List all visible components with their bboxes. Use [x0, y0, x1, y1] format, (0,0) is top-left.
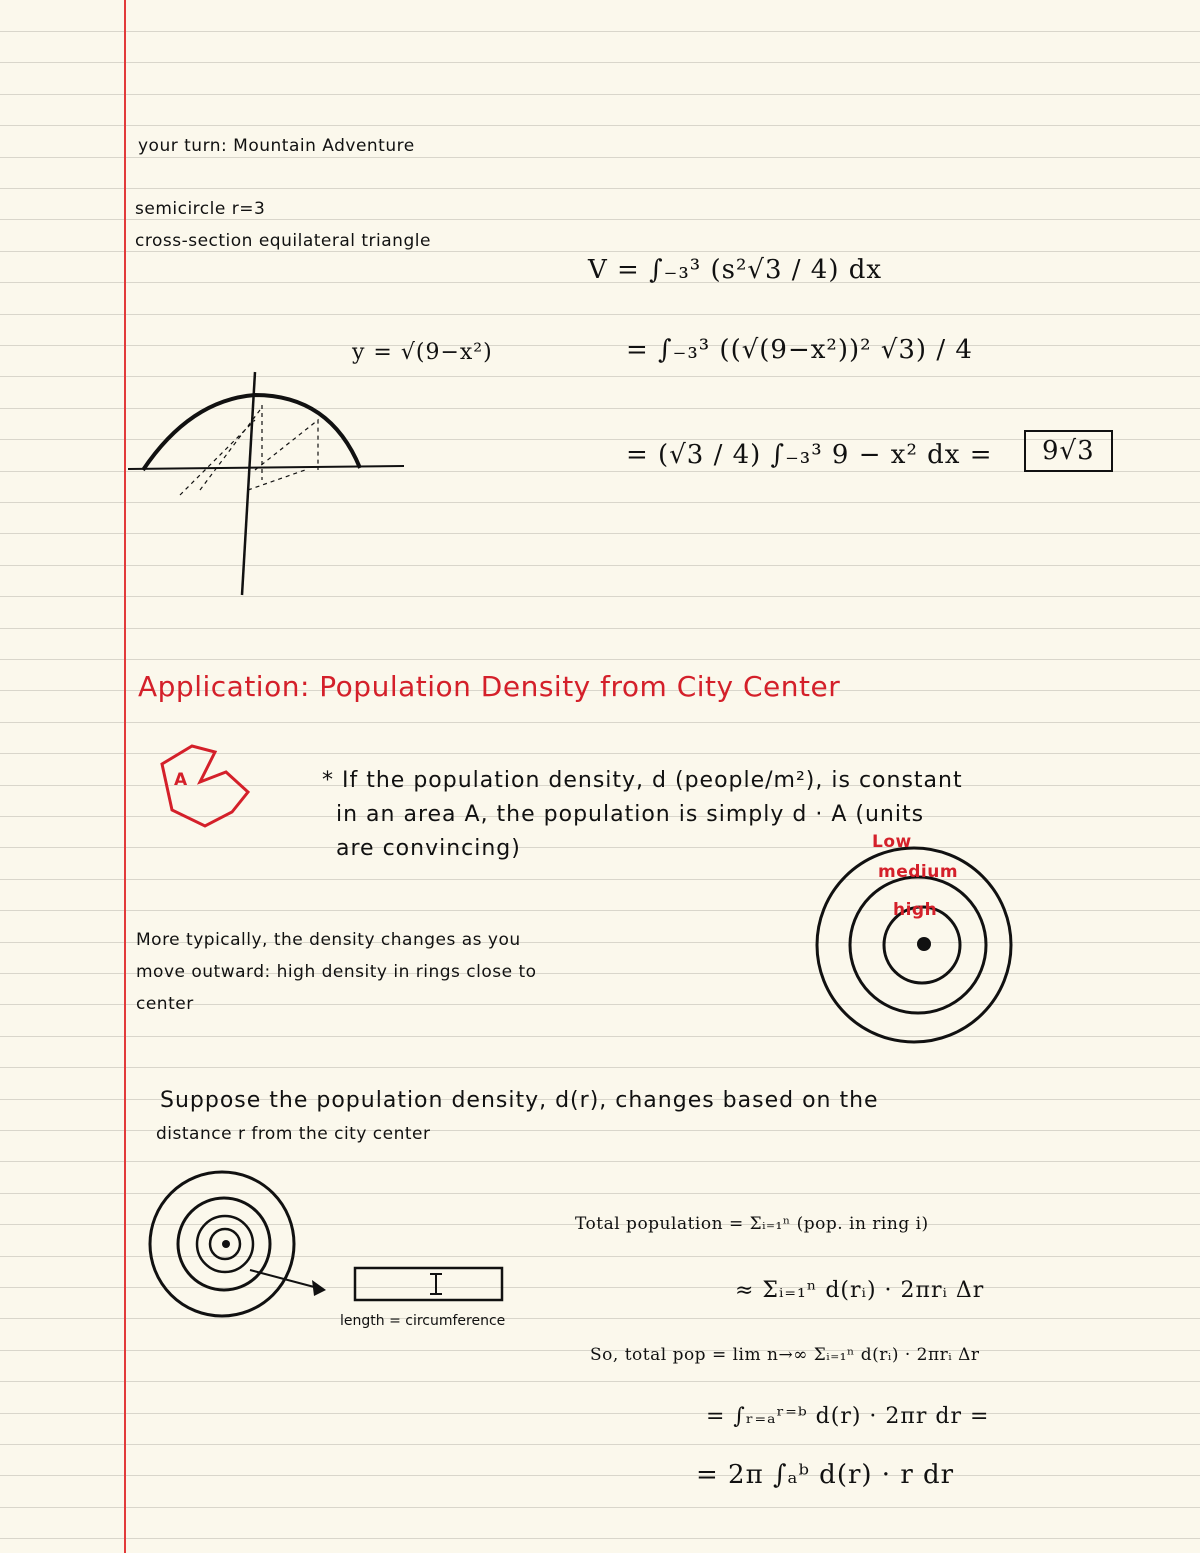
sum-line-1: Total population = Σᵢ₌₁ⁿ (pop. in ring i)	[575, 1214, 929, 1234]
density-constant-line-3: are convincing)	[336, 836, 521, 861]
sum-line-5: = 2π ∫ₐᵇ d(r) · r dr	[696, 1460, 955, 1490]
ring-high-label: high	[893, 900, 938, 920]
title-your-turn: your turn: Mountain Adventure	[138, 136, 415, 156]
density-changes-line-3: center	[136, 994, 194, 1014]
ring-medium-label: medium	[878, 862, 959, 882]
density-constant-line-1: * If the population density, d (people/m²), is constant	[322, 768, 963, 793]
volume-line-1: V = ∫₋₃³ (s²√3 / 4) dx	[588, 255, 883, 285]
semicircle-note: semicircle r=3	[135, 199, 266, 219]
cross-section-note: cross-section equilateral triangle	[135, 231, 431, 251]
density-constant-line-2: in an area A, the population is simply d · A (units	[336, 802, 925, 827]
application-heading: Application: Population Density from City Center	[138, 670, 841, 703]
volume-line-2: = ∫₋₃³ ((√(9−x²))² √3) / 4	[626, 335, 973, 365]
region-a-label: A	[174, 770, 188, 790]
volume-answer-box: 9√3	[1024, 430, 1113, 472]
sum-line-4: = ∫ᵣ₌ₐʳ⁼ᵇ d(r) · 2πr dr =	[706, 1404, 990, 1429]
density-changes-line-1: More typically, the density changes as you	[136, 930, 521, 950]
ring-low-label: Low	[872, 832, 912, 852]
suppose-line-2: distance r from the city center	[156, 1124, 431, 1144]
volume-line-3: = (√3 / 4) ∫₋₃³ 9 − x² dx =	[626, 440, 993, 470]
curve-label: y = √(9−x²)	[352, 340, 493, 365]
suppose-line-1: Suppose the population density, d(r), changes based on the	[160, 1088, 879, 1113]
sum-line-3: So, total pop = lim n→∞ Σᵢ₌₁ⁿ d(rᵢ) · 2πrᵢ Δr	[590, 1345, 980, 1365]
strip-length-label: length = circumference	[340, 1313, 506, 1329]
density-changes-line-2: move outward: high density in rings close to	[136, 962, 537, 982]
sum-line-2: ≈ Σᵢ₌₁ⁿ d(rᵢ) · 2πrᵢ Δr	[735, 1278, 985, 1303]
